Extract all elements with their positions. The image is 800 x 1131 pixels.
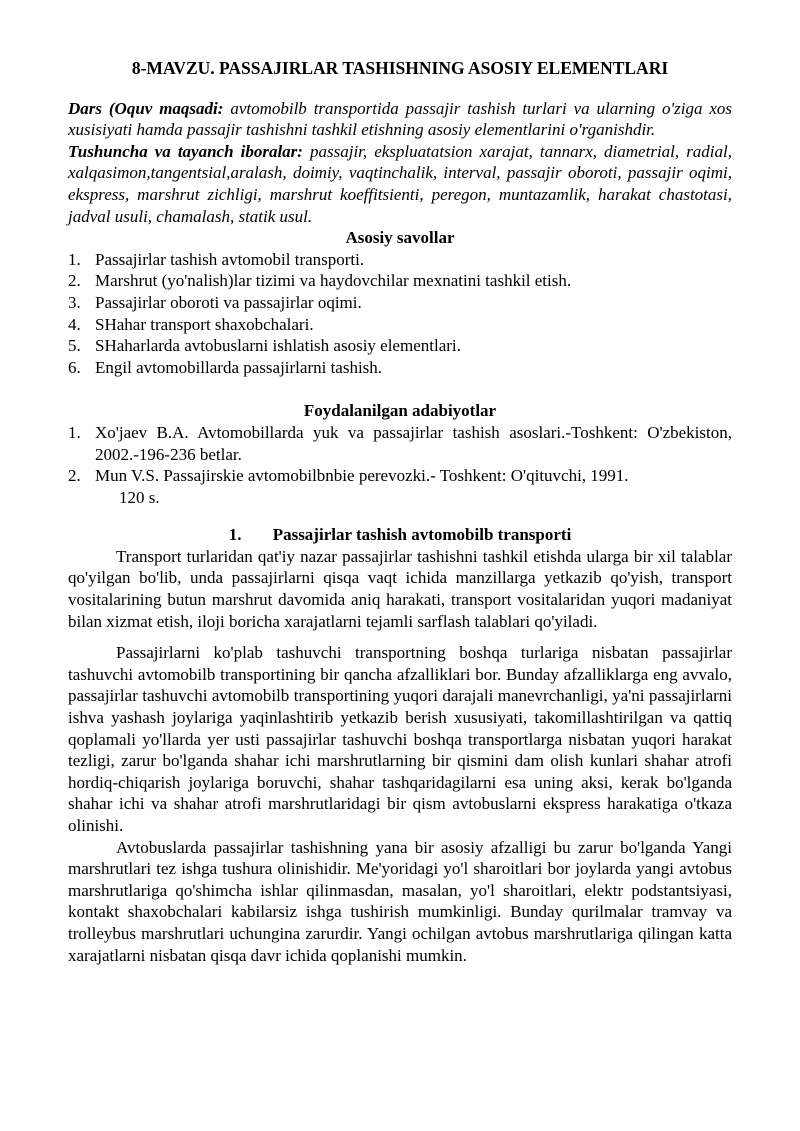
list-item-text: Marshrut (yo'nalish)lar tizimi va haydovchilar mexnatini tashkil etish. (95, 271, 572, 291)
list-item-text: Engil avtomobillarda passajirlarni tashish. (95, 357, 383, 377)
references-heading: Foydalanilgan adabiyotlar (303, 401, 497, 421)
reference-text: Xo'jaev B.A. Avtomobillarda yuk va passajirlar tashish asoslari.-Toshkent: O'zbekiston, 2002.-196-236 betlar. (95, 422, 732, 464)
lesson-goal (68, 98, 732, 141)
list-item (68, 270, 732, 292)
list-item (68, 292, 732, 314)
paragraph: Passajirlarni ko'plab tashuvchi transportning boshqa turlariga nisbatan passajirlar tashuvchi avtomobilb transportining bir qancha afzalliklari bor. Bunday afzalliklarga eng avvalo, passajirlar tashuvchi avtomobilb transportining yuqori darajali manevrchanligi, ya'ni passajirlarni ishva yashash joylariga yaqinlashtirib yetkazib berish xususiyati, takomillashtirilgan va qattiq qoplamali yo'llarda yer usti passajirlar tashuvchi boshqa transportlarga nisbatan yuqori harakat tezligi, zarur bo'lganda shahar ichi marshrutlarning bir qismini dam olish kunlari shahar atrofi hordiq-chiqarish joylariga boruvchi, shahar tashqaridagilarni esa uning aksi, kerak bo'lganda shahar ichi va shahar atrofi marshrutlaridagi bir qism avtobuslarni ekspress harakatiga o'tkaza olinishi. (68, 643, 732, 835)
lesson-goal-text: avtomobilb transportida passajir tashish turlari va ularning o'ziga xos xusisiyati hamda passajir tashishni tashkil etishning asosiy elementlarini o'rganishdir. (68, 98, 732, 140)
document-page (68, 58, 732, 966)
lesson-goal-label: Dars (Oquv maqsadi: (68, 98, 224, 118)
list-item-number: 6. (68, 357, 81, 377)
keywords-label: Tushuncha va tayanch iboralar: (68, 141, 303, 161)
section-number: 1. (228, 525, 242, 545)
reference-number: 1. (68, 422, 81, 442)
reference-item (68, 465, 732, 508)
references-list (68, 422, 732, 508)
reference-item (68, 422, 732, 465)
reference-number: 2. (68, 466, 81, 486)
list-item (68, 249, 732, 271)
list-item-number: 2. (68, 271, 81, 291)
list-item-text: Passajirlar oboroti va passajirlar oqimi. (95, 292, 362, 312)
keywords-text: passajir, ekspluatatsion xarajat, tannarx, diametrial, radial, xalqasimon,tangentsial,aralash, doimiy, vaqtinchalik, interval, passajir oboroti, passajir oqimi, ekspress, marshrut zichligi, marshrut koeffitsienti, peregon, muntazamlik, harakat chastotasi, jadval usuli, chamalash, statik usul. (68, 141, 733, 226)
paragraph: Transport turlaridan qat'iy nazar passajirlar tashishni tashkil etishda ularga bir xil talablar qo'yilgan bo'lib, unda passajirlarni qisqa vaqt ichida manzillarga yetkazib qo'yish, transport vositalarining butun marshrut davomida aniq harakati, transport vositalaridan yuqori madaniyat bilan xizmat etish, iloji boricha xarajatlarni tejamli sarflash talablari qo'yiladi. (68, 546, 732, 631)
list-item (68, 357, 732, 379)
section-heading (68, 524, 732, 546)
list-item-number: 3. (68, 292, 81, 312)
list-item (68, 314, 732, 336)
reference-text: Mun V.S. Passajirskie avtomobilbnbie perevozki.- Toshkent: O'qituvchi, 1991. (95, 466, 629, 486)
list-item-text: SHaharlarda avtobuslarni ishlatish asosiy elementlari. (95, 336, 461, 356)
document-title: 8-MAVZU. PASSAJIRLAR TASHISHNING ASOSIY ELEMENTLARI (131, 58, 669, 78)
list-item-number: 4. (68, 314, 81, 334)
list-item-number: 1. (68, 249, 81, 269)
list-item-text: Passajirlar tashish avtomobil transporti. (95, 249, 365, 269)
questions-heading: Asosiy savollar (345, 228, 455, 248)
list-item-text: SHahar transport shaxobchalari. (95, 314, 314, 334)
list-item-number: 5. (68, 336, 81, 356)
reference-text-tail: 120 s. (119, 487, 160, 507)
keywords (68, 141, 732, 227)
list-item (68, 335, 732, 357)
paragraph: Avtobuslarda passajirlar tashishning yana bir asosiy afzalligi bu zarur bo'lganda Yangi marshrutlari tez ishga tushura olinishidir. Me'yoridagi yo'l sharoitlari bor joylarda yangi avtobus marshrutlariga qo'shimcha ishlar qilinmasdan, masalan, yo'l sharoitlari, elektr podstantsiyasi, kontakt shaxobchalari kabilarsiz ishga tushirish mumkinligi. Bunday qurilmalar tramvay va trolleybus marshrutlari uchungina zarurdir. Yangi ochilgan avtobus marshrutlariga qilingan katta xarajatlarni nisbatan qisqa davr ichida qoplanishi mumkin. (68, 837, 732, 965)
questions-list (68, 249, 732, 379)
section-title: Passajirlar tashish avtomobilb transporti (272, 525, 572, 545)
